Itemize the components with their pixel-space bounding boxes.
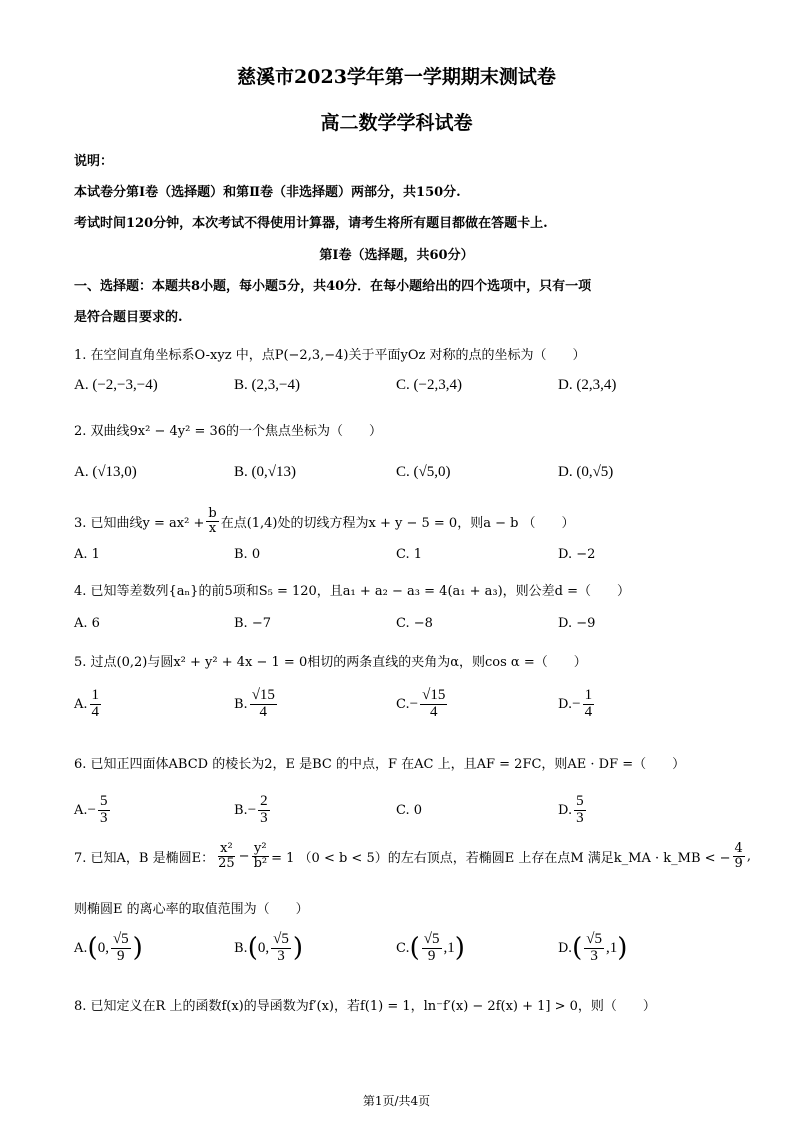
option-fraction: [258, 794, 270, 827]
fraction-numerator: 5: [576, 793, 584, 809]
question-7-stem: [74, 835, 751, 877]
exam-title: 慈溪市2023学年第一学期期末测试卷: [237, 66, 556, 88]
fraction-numerator: b: [208, 505, 217, 521]
fraction-denominator: 4: [429, 703, 438, 720]
fraction-numerator: √5: [423, 931, 440, 947]
question-3-option-a: A. 1: [74, 547, 100, 562]
open-paren: (: [247, 933, 258, 964]
fraction-denominator: 3: [260, 809, 268, 826]
question-2-option-d: D. (0,√5): [558, 464, 614, 480]
fraction-numerator: √5: [112, 931, 129, 947]
option-fraction: [271, 932, 291, 965]
option-label: A.: [74, 696, 88, 712]
close-paren: ): [132, 933, 143, 964]
question-2-stem: 2. 双曲线9x² − 4y² = 36的一个焦点坐标为（ ）: [74, 424, 383, 439]
fraction-denominator: 3: [576, 809, 584, 826]
close-paren: ): [292, 933, 303, 964]
option-sign: −: [247, 801, 257, 818]
option-label: B.: [234, 802, 248, 818]
close-paren: ): [617, 933, 628, 964]
option-label: D.: [558, 940, 573, 956]
question-8-stem: 8. 已知定义在R 上的函数f(x)的导函数为f′(x)，若f(1) = 1，ln⁻f′(x) − 2f(x) + 1] > 0，则（ ）: [74, 999, 656, 1014]
fraction-numerator: √5: [273, 931, 289, 947]
fraction-numerator: x²: [220, 840, 233, 856]
option-label: B.: [234, 940, 248, 956]
question-4-stem: 4. 已知等差数列{aₙ}的前5项和S₅ = 120，且a₁ + a₂ − a₃ = 4(a₁ + a₃)，则公差d =（ ）: [74, 584, 631, 599]
instructions-heading: 说明：: [74, 154, 114, 169]
question-2-option-b: B. (0,√13): [234, 464, 296, 480]
question-7-stem-part-3: ,: [746, 848, 751, 864]
question-7-fraction-2: [252, 842, 270, 870]
fraction-numerator: 1: [91, 687, 100, 703]
open-paren: (: [572, 933, 583, 964]
open-paren: (: [409, 933, 420, 964]
option-fraction: [250, 688, 277, 721]
exam-subtitle: 高二数学学科试卷: [320, 112, 473, 134]
option-label: B.: [234, 696, 248, 712]
question-2-option-c: C. (√5,0): [396, 464, 451, 480]
option-suffix: ,1: [605, 939, 618, 956]
section-heading-line-2: 是符合题目要求的.: [74, 310, 183, 325]
question-1-stem: 1. 在空间直角坐标系O-xyz 中，点P(−2,3,−4)关于平面yOz 对称的点的坐标为（ ）: [74, 348, 586, 363]
fraction-denominator: 25: [218, 855, 235, 871]
open-paren: (: [87, 933, 98, 964]
question-7-option-c: [396, 932, 465, 965]
fraction-numerator: 4: [734, 840, 743, 856]
option-fraction: [574, 794, 586, 827]
fraction-numerator: 2: [260, 793, 268, 809]
question-7-fraction-3: [733, 842, 745, 870]
fraction-numerator: 1: [584, 687, 593, 703]
question-3-option-d: D. −2: [558, 547, 596, 562]
option-fraction: [90, 688, 102, 721]
question-3-option-c: C. 1: [396, 547, 423, 562]
question-7-option-b: [234, 932, 303, 965]
question-5-option-c: [396, 688, 449, 721]
question-7-stem-part-1: 7. 已知A，B 是椭圆E：: [74, 850, 215, 866]
question-7-fraction-1: [216, 842, 237, 870]
fraction-denominator: 9: [427, 947, 436, 964]
option-label: C.: [396, 696, 410, 712]
fraction-denominator: 3: [277, 947, 285, 964]
option-suffix: ,1: [443, 939, 455, 956]
question-6-option-a: [74, 794, 112, 827]
fraction-denominator: 4: [259, 703, 268, 720]
option-fraction: [98, 794, 110, 827]
question-1-option-b: B. (2,3,−4): [234, 377, 300, 393]
fraction-denominator: 9: [117, 947, 125, 964]
option-sign: −: [572, 695, 581, 712]
question-5-option-a: [74, 688, 103, 721]
option-fraction: [111, 932, 131, 965]
question-2-option-a: A. (√13,0): [74, 464, 137, 480]
fraction-numerator: 5: [100, 793, 108, 809]
question-4-option-c: C. −8: [396, 616, 433, 631]
option-fraction: [583, 688, 595, 721]
question-1-option-d: D. (2,3,4): [558, 377, 617, 393]
instructions-line-2: 考试时间120分钟，本次考试不得使用计算器，请考生将所有题目都做在答题卡上.: [74, 216, 548, 231]
option-label: D.: [558, 696, 573, 712]
option-fraction: [584, 932, 604, 965]
question-5-option-b: [234, 688, 279, 721]
question-7-stem-line-2: 则椭圆E 的离心率的取值范围为（ ）: [74, 902, 309, 917]
minus-sign: −: [238, 848, 250, 864]
fraction-denominator: b²: [253, 855, 268, 871]
question-7-option-d: [558, 932, 627, 965]
fraction-denominator: 4: [584, 703, 593, 720]
option-label: A.: [74, 802, 88, 818]
question-3-option-b: B. 0: [234, 547, 261, 562]
question-4-option-b: B. −7: [234, 616, 271, 631]
option-sign: −: [87, 801, 96, 818]
page-footer: 第1页/共4页: [362, 1094, 431, 1108]
close-paren: ): [454, 933, 465, 964]
option-prefix: 0,: [97, 939, 109, 956]
question-1-option-c: C. (−2,3,4): [396, 377, 462, 393]
section-heading-line-1: 一、选择题：本题共8小题，每小题5分，共40分．在每小题给出的四个选项中，只有一项: [74, 279, 592, 294]
fraction-denominator: 3: [590, 947, 598, 964]
question-6-stem: 6. 已知正四面体ABCD 的棱长为2，E 是BC 的中点，F 在AC 上，且AF = 2FC，则AE · DF =（ ）: [74, 757, 686, 772]
option-sign: −: [409, 695, 419, 712]
question-4-option-d: D. −9: [558, 616, 596, 631]
fraction-numerator: √15: [251, 687, 275, 703]
option-label: A.: [74, 940, 88, 956]
question-1-option-a: A. (−2,−3,−4): [74, 377, 158, 393]
question-4-option-a: A. 6: [74, 616, 100, 631]
question-5-stem: 5. 过点(0,2)与圆x² + y² + 4x − 1 = 0相切的两条直线的夹角为α，则cos α =（ ）: [74, 655, 587, 670]
fraction-denominator: 9: [734, 855, 743, 871]
option-fraction: [420, 688, 447, 721]
question-5-option-d: [558, 688, 596, 721]
question-6-option-c: C. 0: [396, 803, 423, 818]
fraction-numerator: √5: [586, 931, 602, 947]
question-3-stem-part-1: 3. 已知曲线y = ax² +: [74, 515, 205, 531]
fraction-numerator: y²: [254, 840, 267, 856]
option-label: C.: [396, 940, 410, 956]
question-3-stem: [74, 500, 575, 542]
fraction-denominator: 3: [100, 809, 108, 826]
part1-title: 第Ⅰ卷（选择题，共60分）: [319, 248, 474, 263]
fraction-numerator: √15: [422, 687, 446, 703]
question-3-stem-part-2: 在点(1,4)处的切线方程为x + y − 5 = 0，则a − b （ ）: [220, 515, 575, 531]
question-7-stem-part-2: = 1 （0 < b < 5）的左右顶点，若椭圆E 上存在点M 满足k_MA · k_MB < −: [271, 850, 731, 866]
instructions-line-1: 本试卷分第Ⅰ卷（选择题）和第Ⅱ卷（非选择题）两部分，共150分.: [74, 185, 461, 200]
question-3-fraction: [206, 507, 218, 535]
question-6-option-b: [234, 794, 272, 827]
question-6-option-d: [558, 794, 588, 827]
option-label: D.: [558, 802, 573, 818]
fraction-denominator: x: [208, 520, 217, 536]
fraction-denominator: 4: [91, 703, 100, 720]
question-7-option-a: [74, 932, 143, 965]
option-prefix: 0,: [257, 939, 270, 956]
option-fraction: [422, 932, 442, 965]
